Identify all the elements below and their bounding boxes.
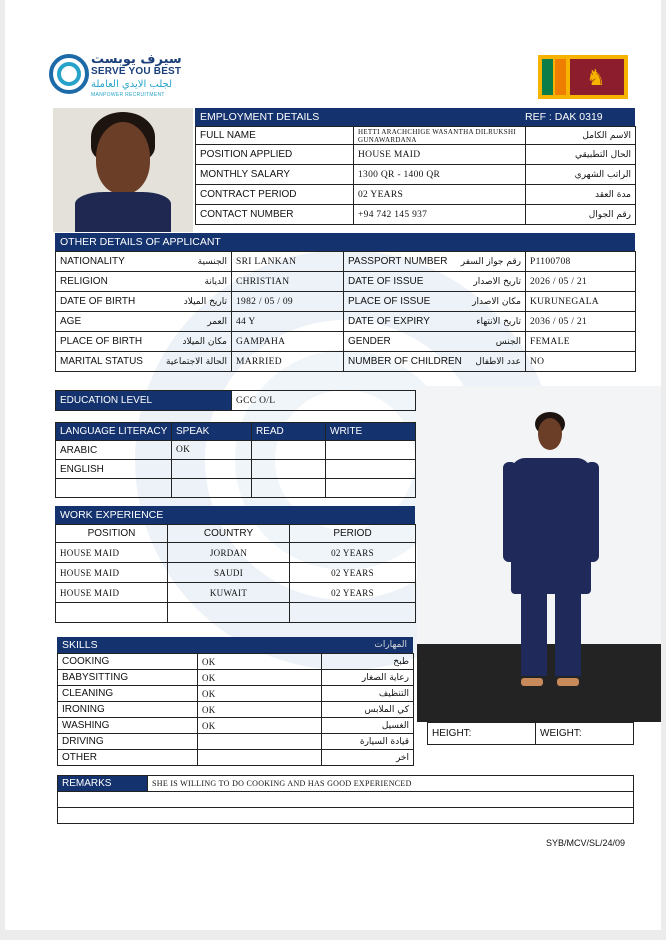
skill-value: OK [198, 686, 322, 702]
other-right-label-ar: عدد الاطفال [475, 356, 521, 367]
other-right-value: KURUNEGALA [526, 292, 636, 312]
skill-row [58, 750, 414, 766]
work-column-header: POSITION [56, 525, 168, 543]
other-left-label-ar: الحالة الاجتماعية [166, 356, 227, 367]
work-period: 02 YEARS [290, 563, 416, 583]
sri-lanka-flag-icon: ♞ [538, 55, 628, 99]
language-write [326, 460, 416, 479]
employment-field-label: FULL NAME [196, 127, 354, 145]
employment-field-label: CONTRACT PERIOD [196, 185, 354, 205]
height-label: HEIGHT: [428, 723, 536, 745]
skill-row [58, 718, 414, 734]
skill-arabic: التنظيف [322, 686, 414, 702]
language-speak [172, 479, 252, 498]
work-country: KUWAIT [168, 583, 290, 603]
other-left-label-en: RELIGION [60, 276, 108, 287]
work-period: 02 YEARS [290, 583, 416, 603]
cv-page [5, 0, 661, 930]
skill-arabic: رعاية الصغار [322, 670, 414, 686]
other-left-label-ar: تاريخ الميلاد [183, 296, 227, 307]
other-details-row [56, 272, 636, 292]
remarks-blank-row [58, 808, 634, 824]
employment-row [196, 165, 636, 185]
language-header-cell: SPEAK [172, 423, 252, 441]
language-header-cell: WRITE [326, 423, 416, 441]
language-read [252, 441, 326, 460]
employment-header-label: EMPLOYMENT DETAILS [200, 111, 320, 123]
other-left-label [56, 292, 232, 312]
weight-label: WEIGHT: [536, 723, 634, 745]
language-header-cell: LANGUAGE LITERACY [56, 423, 172, 441]
employment-details-header [195, 108, 635, 126]
remarks-label: REMARKS [58, 776, 148, 792]
employment-field-value: 1300 QR - 1400 QR [354, 165, 526, 185]
logo-subtitle: MANPOWER RECRUITMENT [91, 92, 165, 98]
other-left-label-en: DATE OF BIRTH [60, 296, 136, 307]
work-period [290, 603, 416, 623]
other-right-value: NO [526, 352, 636, 372]
remarks-text: SHE IS WILLING TO DO COOKING AND HAS GOOD EXPERIENCED [148, 776, 634, 792]
skills-header-label: SKILLS [62, 639, 98, 651]
skill-name: IRONING [58, 702, 198, 718]
other-details-row [56, 292, 636, 312]
other-right-label-en: GENDER [348, 336, 391, 347]
work-experience-table [55, 524, 416, 623]
skill-row [58, 734, 414, 750]
skill-value: OK [198, 718, 322, 734]
other-right-value: FEMALE [526, 332, 636, 352]
skill-name: BABYSITTING [58, 670, 198, 686]
employment-field-value: +94 742 145 937 [354, 205, 526, 225]
employment-row [196, 185, 636, 205]
language-row [56, 441, 416, 460]
work-country: JORDAN [168, 543, 290, 563]
work-period: 02 YEARS [290, 543, 416, 563]
employment-field-value: 02 YEARS [354, 185, 526, 205]
skill-value [198, 734, 322, 750]
other-right-label [344, 292, 526, 312]
remarks-blank-row [58, 792, 634, 808]
work-position [56, 603, 168, 623]
other-left-label-en: AGE [60, 316, 82, 327]
skill-arabic: قيادة السيارة [322, 734, 414, 750]
skills-header-arabic: المهارات [374, 640, 407, 650]
education-label: EDUCATION LEVEL [56, 391, 232, 411]
other-right-label-en: PLACE OF ISSUE [348, 296, 431, 307]
other-right-label-en: PASSPORT NUMBER [348, 256, 448, 267]
other-details-header: OTHER DETAILS OF APPLICANT [55, 233, 635, 251]
logo-arabic-tagline: لجلب الايدي العاملة [91, 79, 173, 90]
skill-row [58, 686, 414, 702]
employment-table [195, 126, 636, 225]
other-left-value: MARRIED [232, 352, 344, 372]
employment-field-arabic: رقم الجوال [526, 205, 636, 225]
logo-arabic: سيرف يوبست [91, 52, 182, 67]
other-left-value: CHRISTIAN [232, 272, 344, 292]
logo-inner-ring-icon [57, 62, 81, 86]
other-left-label [56, 312, 232, 332]
skill-value: OK [198, 702, 322, 718]
other-right-label [344, 252, 526, 272]
skill-arabic: طبخ [322, 654, 414, 670]
other-right-label [344, 352, 526, 372]
employment-row [196, 127, 636, 145]
language-name: ARABIC [56, 441, 172, 460]
language-speak: OK [172, 441, 252, 460]
language-read [252, 460, 326, 479]
language-speak [172, 460, 252, 479]
skill-value: OK [198, 670, 322, 686]
employment-field-value: HOUSE MAID [354, 145, 526, 165]
other-left-label-en: PLACE OF BIRTH [60, 336, 143, 347]
education-value: GCC O/L [232, 391, 416, 411]
language-header-row [56, 423, 416, 441]
work-position: HOUSE MAID [56, 583, 168, 603]
other-right-label-ar: تاريخ الاصدار [473, 276, 521, 287]
employment-field-arabic: مدة العقد [526, 185, 636, 205]
language-write [326, 441, 416, 460]
other-left-label [56, 272, 232, 292]
skill-row [58, 654, 414, 670]
ref-number: REF : DAK 0319 [525, 111, 603, 123]
employment-field-arabic: الحال التطبيقي [526, 145, 636, 165]
work-row [56, 543, 416, 563]
skill-arabic: اخر [322, 750, 414, 766]
remarks-table [57, 775, 634, 824]
other-right-label-ar: مكان الاصدار [472, 296, 521, 307]
other-details-table [55, 251, 636, 372]
document-code: SYB/MCV/SL/24/09 [545, 838, 625, 848]
skill-arabic: الغسيل [322, 718, 414, 734]
other-right-value: 2036 / 05 / 21 [526, 312, 636, 332]
skill-name: CLEANING [58, 686, 198, 702]
employment-field-label: MONTHLY SALARY [196, 165, 354, 185]
language-write [326, 479, 416, 498]
skill-row [58, 670, 414, 686]
other-left-label-ar: الجنسية [197, 256, 227, 267]
work-row [56, 603, 416, 623]
other-left-label-ar: العمر [207, 316, 227, 327]
other-details-row [56, 332, 636, 352]
education-table [55, 390, 416, 411]
skill-name: DRIVING [58, 734, 198, 750]
language-read [252, 479, 326, 498]
measurements-table [427, 722, 634, 745]
work-position: HOUSE MAID [56, 543, 168, 563]
language-name [56, 479, 172, 498]
applicant-full-photo [417, 386, 661, 722]
employment-field-arabic: الاسم الكامل [526, 127, 636, 145]
work-country [168, 603, 290, 623]
other-details-row [56, 252, 636, 272]
other-left-label [56, 332, 232, 352]
skill-value: OK [198, 654, 322, 670]
skills-header [57, 637, 413, 653]
other-right-label [344, 272, 526, 292]
skills-table [57, 653, 414, 766]
other-left-value: SRI LANKAN [232, 252, 344, 272]
other-right-label-en: DATE OF ISSUE [348, 276, 424, 287]
other-left-label [56, 352, 232, 372]
other-left-value: 44 Y [232, 312, 344, 332]
other-right-value: P1100708 [526, 252, 636, 272]
skill-name: WASHING [58, 718, 198, 734]
work-columns-row [56, 525, 416, 543]
employment-field-label: POSITION APPLIED [196, 145, 354, 165]
skill-value [198, 750, 322, 766]
other-right-label [344, 332, 526, 352]
other-right-label-ar: تاريخ الانتهاء [476, 316, 521, 327]
other-right-label-en: DATE OF EXPIRY [348, 316, 430, 327]
other-details-row [56, 352, 636, 372]
work-column-header: COUNTRY [168, 525, 290, 543]
work-position: HOUSE MAID [56, 563, 168, 583]
other-right-label-ar: الجنس [495, 336, 521, 347]
skill-arabic: كي الملابس [322, 702, 414, 718]
other-left-label-en: NATIONALITY [60, 256, 125, 267]
work-experience-header: WORK EXPERIENCE [55, 506, 415, 524]
other-left-value: 1982 / 05 / 09 [232, 292, 344, 312]
employment-field-value: HETTI ARACHCHIGE WASANTHA DILRUKSHI GUNAWARDANA [354, 127, 526, 145]
other-left-label-en: MARITAL STATUS [60, 356, 143, 367]
employment-row [196, 205, 636, 225]
language-header-cell: READ [252, 423, 326, 441]
employment-row [196, 145, 636, 165]
work-country: SAUDI [168, 563, 290, 583]
work-row [56, 563, 416, 583]
language-table [55, 422, 416, 498]
language-row [56, 479, 416, 498]
skill-name: OTHER [58, 750, 198, 766]
employment-field-label: CONTACT NUMBER [196, 205, 354, 225]
work-row [56, 583, 416, 603]
work-column-header: PERIOD [290, 525, 416, 543]
other-right-label-en: NUMBER OF CHILDREN [348, 356, 462, 367]
employment-field-arabic: الراتب الشهري [526, 165, 636, 185]
language-name: ENGLISH [56, 460, 172, 479]
other-left-label-ar: الديانة [204, 276, 227, 287]
other-right-value: 2026 / 05 / 21 [526, 272, 636, 292]
logo-english: SERVE YOU BEST [91, 66, 182, 77]
other-left-label-ar: مكان الميلاد [182, 336, 227, 347]
applicant-headshot [53, 108, 193, 232]
language-row [56, 460, 416, 479]
other-left-label [56, 252, 232, 272]
other-details-row [56, 312, 636, 332]
skill-name: COOKING [58, 654, 198, 670]
other-right-label [344, 312, 526, 332]
other-right-label-ar: رقم جواز السفر [460, 256, 521, 267]
other-left-value: GAMPAHA [232, 332, 344, 352]
skill-row [58, 702, 414, 718]
